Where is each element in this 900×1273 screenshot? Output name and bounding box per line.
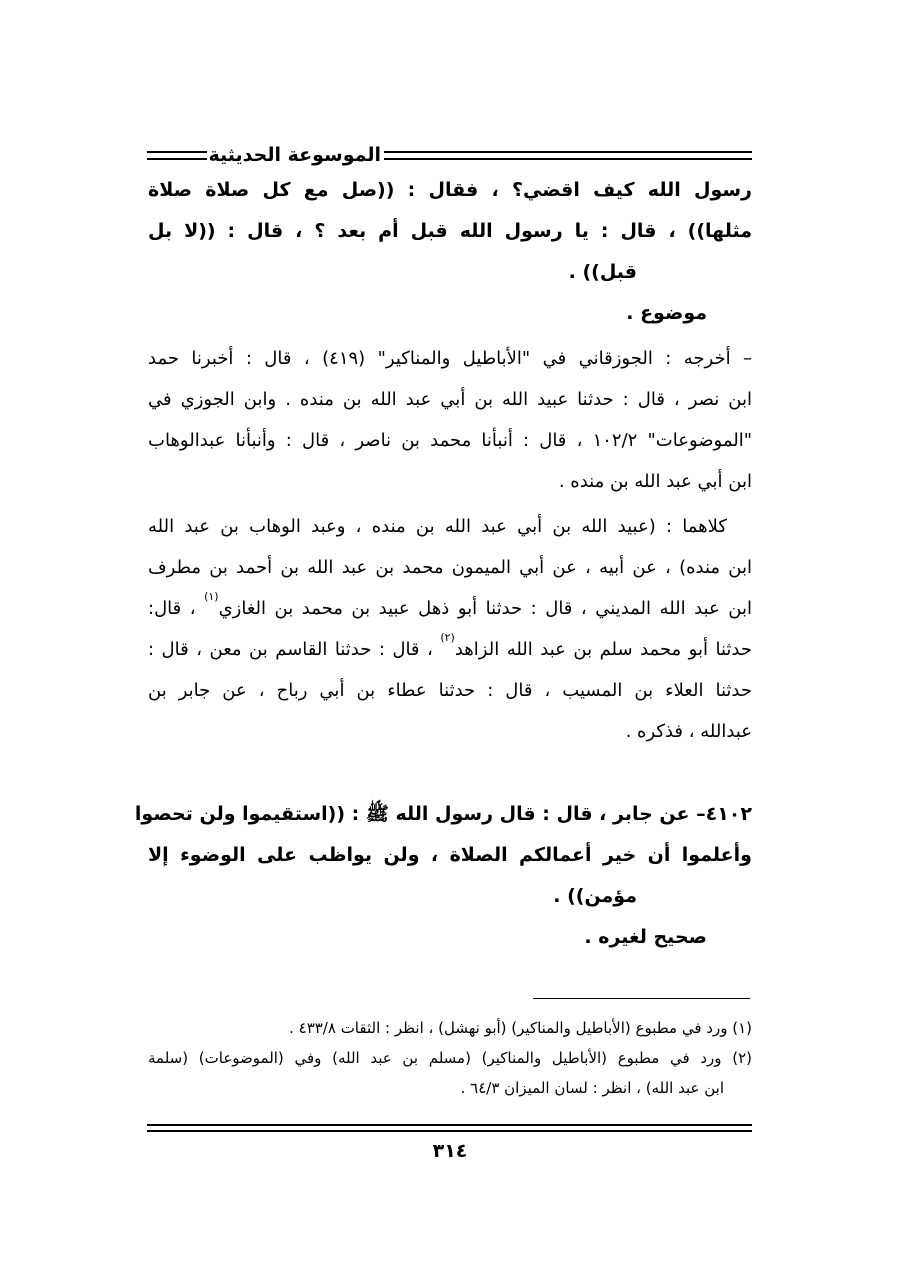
main-text: [134, 170, 753, 958]
bottom-rule: [147, 1124, 752, 1132]
chain-line: [148, 629, 752, 670]
verdict: صحيح لغيره .: [584, 926, 707, 948]
footnote-ref-2[interactable]: (٢): [440, 631, 455, 644]
header-rule-right: [384, 151, 752, 160]
footnote-2-continuation: ابن عبد الله) ، انظر : لسان الميزان ٦٤/٣ .: [460, 1079, 724, 1097]
hadith-line: مؤمن)) .: [553, 885, 637, 907]
footnotes: [148, 1013, 752, 1103]
chain-line: ابن منده) ، عن أبيه ، عن أبي الميمون محمد بن عبد الله بن أحمد بن مطرف: [148, 557, 752, 578]
takhrij-line: ابن أبي عبد الله بن منده .: [558, 471, 752, 492]
chain-text: ابن عبد الله المديني ، قال : حدثنا أبو ذهل عبيد بن محمد بن الغازي: [218, 598, 752, 619]
chain-text: حدثنا أبو محمد سلم بن عبد الله الزاهد: [454, 639, 752, 660]
chain-line: كلاهما : (عبيد الله بن أبي عبد الله بن منده ، وعبد الوهاب بن عبد الله: [148, 516, 727, 537]
verdict-prev: موضوع .: [626, 302, 707, 324]
footnote-1: (١) ورد في مطبوع (الأباطيل والمناكير) (أبو نهشل) ، انظر : الثقات ٤٣٣/٨ .: [289, 1019, 752, 1037]
footnote-separator: [533, 998, 750, 999]
hadith-line: وأعلموا أن خير أعمالكم الصلاة ، ولن يواظب على الوضوء إلا: [148, 844, 752, 866]
header-title: الموسوعة الحديثية: [208, 144, 381, 166]
hadith-prev-line: مثلها)) ، قال : يا رسول الله قبل أم بعد ؟ ، قال : ((لا بل: [148, 220, 752, 242]
hadith-line: ٤١٠٢– عن جابر ، قال : قال رسول الله ﷺ : ((استقيموا ولن تحصوا: [134, 803, 752, 825]
running-header: [147, 140, 752, 170]
chain-line: [148, 588, 752, 629]
takhrij-line: "الموضوعات" ١٠٢/٢ ، قال : أنبأنا محمد بن ناصر ، قال : وأنبأنا عبدالوهاب: [148, 430, 753, 451]
chain-text: ، قال : حدثنا القاسم بن معن ، قال :: [148, 639, 441, 660]
chain-line: عبدالله ، فذكره .: [625, 721, 752, 742]
chain-line: حدثنا العلاء بن المسيب ، قال : حدثنا عطاء بن أبي رباح ، عن جابر بن: [148, 680, 752, 701]
takhrij-line: – أخرجه : الجوزقاني في "الأباطيل والمناكير" (٤١٩) ، قال : أخبرنا حمد: [148, 348, 753, 369]
hadith-prev-line: قبل)) .: [568, 261, 637, 283]
hadith-prev-line: رسول الله كيف اقضي؟ ، فقال : ((صل مع كل صلاة صلاة: [148, 179, 752, 201]
page-number: ٣١٤: [432, 1140, 468, 1162]
takhrij-line: ابن نصر ، قال : حدثنا عبيد الله بن أبي عبد الله بن منده . وابن الجوزي في: [148, 389, 752, 410]
chain-text: ، قال:: [148, 598, 205, 619]
footnote-ref-1[interactable]: (١): [204, 590, 219, 603]
header-rule-left: [147, 151, 207, 160]
footnote-2: (٢) ورد في مطبوع (الأباطيل والمناكير) (مسلم بن عبد الله) وفي (الموضوعات) (سلمة: [148, 1049, 752, 1067]
